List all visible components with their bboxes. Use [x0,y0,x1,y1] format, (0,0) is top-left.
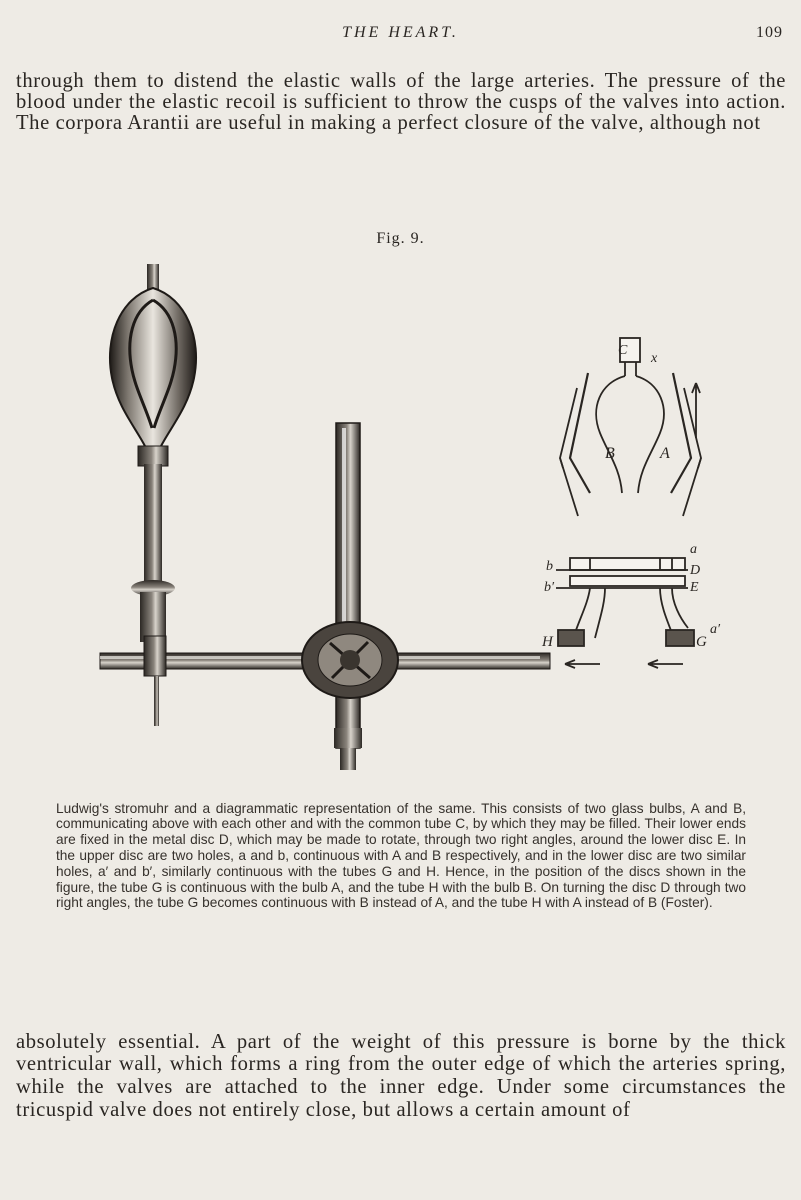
figure-9 [60,258,740,788]
label-C: C [618,343,628,358]
page-number: 109 [756,24,783,41]
label-E: E [690,580,699,595]
label-a-prime: a′ [710,622,721,637]
label-b: b [546,559,553,574]
label-x: x [651,351,658,366]
page-header [0,24,801,50]
stand-post [334,423,362,770]
paragraph-top: through them to distend the elastic walls of the large arteries. The pressure of the blood under the elastic recoil is sufficient to throw the cusps of the valves into action. The corpora Arantii are useful in making a perfect closure of the valve, although not [16,69,786,134]
label-B: B [605,445,615,462]
label-G: G [696,634,707,650]
label-H: H [542,634,553,650]
label-a: a [690,542,697,557]
stromuhr-illustration [60,258,740,788]
label-b-prime: b′ [544,580,555,595]
figure-caption: Ludwig's stromuhr and a diagrammatic representation of the same. This consists of two glass bulbs, A and B, communicating above with each other and with the common tube C, by which they may be filled. Their lower ends are fixed in the metal disc D, which may be made to rotate, through two right angles, around the lower disc E. In the upper disc are two holes, a and b, continuous with A and B respectively, and in the lower disc are two similar holes, a′ and b′, similarly continuous with the tubes G and H. Hence, in the position of the discs shown in the figure, the tube G is continuous with the bulb A, and the tube H with the bulb B. On turning the disc D through two right angles, the tube G becomes continuous with B instead of A, and the tube H with A instead of B (Foster). [56,800,746,911]
glass-bulbs-drawing [110,264,196,642]
stromuhr-diagram [556,338,701,668]
figure-label: Fig. 9. [376,230,425,247]
label-D: D [690,563,701,578]
label-A: A [660,445,670,462]
running-head: THE HEART. [342,24,459,41]
paragraph-bottom: absolutely essential. A part of the weight of this pressure is borne by the thick ventricular wall, which forms a ring from the outer edge of which the arteries spring, while the valves are attached to the inner edge. Under some circumstances the tricuspid valve does not entirely close, but allows a certain amount of [16,1030,786,1121]
rotating-disc [302,622,398,698]
